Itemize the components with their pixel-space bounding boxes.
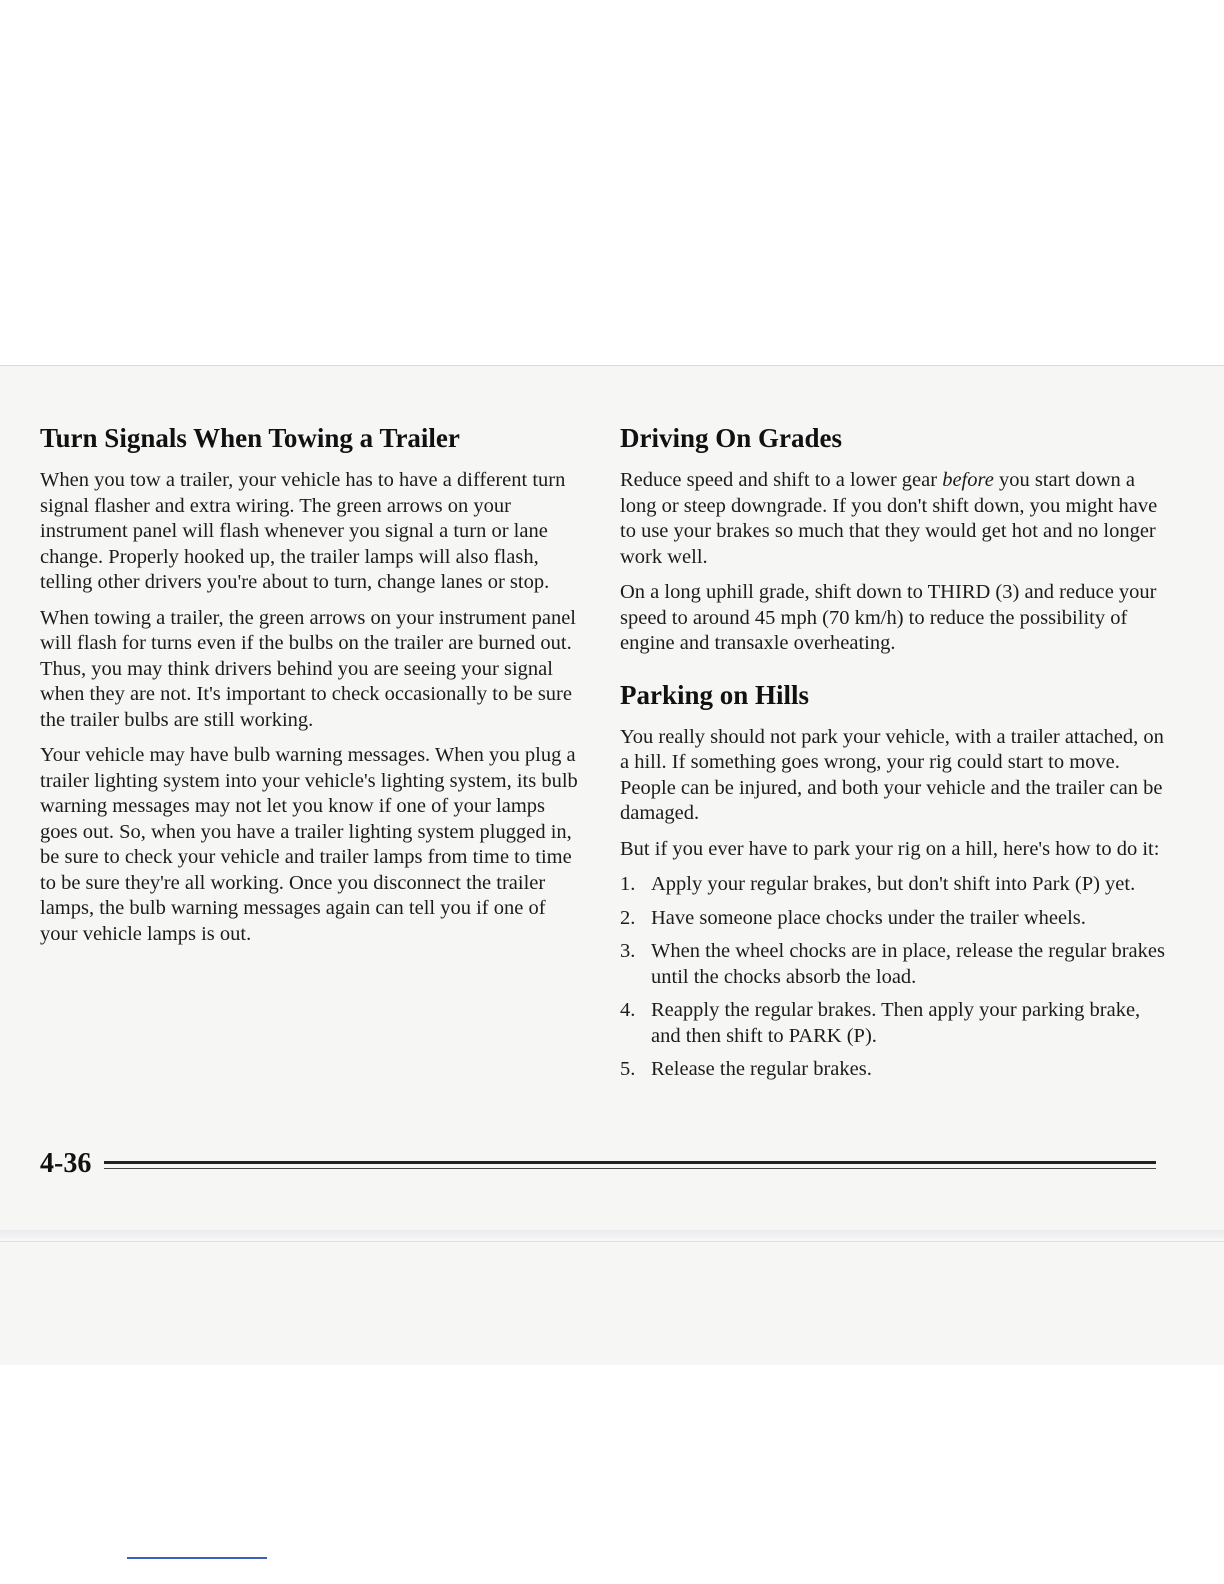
bottom-underline-divider: [127, 1557, 267, 1559]
grades-paragraph-2: On a long uphill grade, shift down to THIRD (3) and reduce your speed to around 45 mph (70 km/h) to reduce the possibility of engine and transaxle overheating.: [620, 581, 1157, 654]
step-number: 3.: [620, 940, 636, 962]
manual-page: [0, 365, 1224, 1365]
grades-paragraph-1: Reduce speed and shift to a lower gear before you start down a long or steep downgrade. If you don't shift down, you might have to use your brakes so much that they would get hot and no longer work well.: [620, 469, 1158, 568]
parking-steps-list: [620, 872, 1170, 1083]
list-item: [620, 1057, 1170, 1083]
step-text: Have someone place chocks under the trailer wheels.: [651, 906, 1086, 929]
section-heading-turn-signals: Turn Signals When Towing a Trailer: [40, 423, 460, 453]
footer-rule-thin: [104, 1168, 1156, 1169]
step-number: 5.: [620, 1058, 636, 1080]
step-text: Release the regular brakes.: [651, 1058, 872, 1080]
step-text: Apply your regular brakes, but don't shift into Park (P) yet.: [651, 873, 1136, 895]
parking-paragraph-2: But if you ever have to park your rig on a hill, here's how to do it:: [620, 837, 1160, 860]
step-text: When the wheel chocks are in place, release the regular brakes until the chocks absorb the load.: [651, 940, 1165, 988]
step-number: 4.: [620, 999, 636, 1021]
step-text: Reapply the regular brakes. Then apply your parking brake, and then shift to PARK (P).: [651, 999, 1141, 1047]
page-top-divider: [0, 365, 1224, 366]
footer-rule-thick: [104, 1161, 1156, 1164]
page-number: 4-36: [40, 1148, 92, 1179]
step-number: 2.: [620, 906, 636, 929]
right-column: [620, 422, 1170, 1091]
page-footer: [40, 1146, 1160, 1182]
list-item: [620, 939, 1170, 990]
step-number: 1.: [620, 873, 636, 895]
section-heading-parking-on-hills: Parking on Hills: [620, 679, 810, 710]
section-heading-driving-on-grades: Driving On Grades: [620, 423, 843, 453]
list-item: [620, 906, 1170, 932]
parking-paragraph-1: You really should not park your vehicle, with a trailer attached, on a hill. If something goes wrong, your rig could start to move. People can be injured, and both your vehicle and the trailer can be damaged.: [620, 725, 1164, 824]
emphasis-before: before: [942, 469, 994, 491]
turn-signals-paragraph-3: Your vehicle may have bulb warning messages. When you plug a trailer lighting system into your vehicle's lighting system, its bulb warning messages may not let you know if one of your lamps goes out. So, when you have a trailer lighting system plugged in, be sure to check your vehicle and trailer lamps from time to time to be sure they're all working. Once you disconnect the trailer lamps, the bulb warning messages again can tell you if one of your vehicle lamps is out.: [40, 744, 578, 945]
list-item: [620, 872, 1170, 898]
left-column: [40, 422, 585, 957]
page-bottom-divider: [0, 1241, 1224, 1242]
turn-signals-paragraph-1: When you tow a trailer, your vehicle has to have a different turn signal flasher and extra wiring. The green arrows on your instrument panel will flash whenever you signal a turn or lane change. Properly hooked up, the trailer lamps will also flash, telling other drivers you're about to turn, change lanes or stop.: [40, 469, 566, 593]
turn-signals-paragraph-2: When towing a trailer, the green arrows on your instrument panel will flash for turns even if the bulbs on the trailer are burned out. Thus, you may think drivers behind you are seeing your signal when they are not. It's important to check occasionally to be sure the trailer bulbs are still working.: [40, 606, 576, 731]
list-item: [620, 998, 1170, 1049]
page-bottom-edge: [0, 1230, 1224, 1238]
